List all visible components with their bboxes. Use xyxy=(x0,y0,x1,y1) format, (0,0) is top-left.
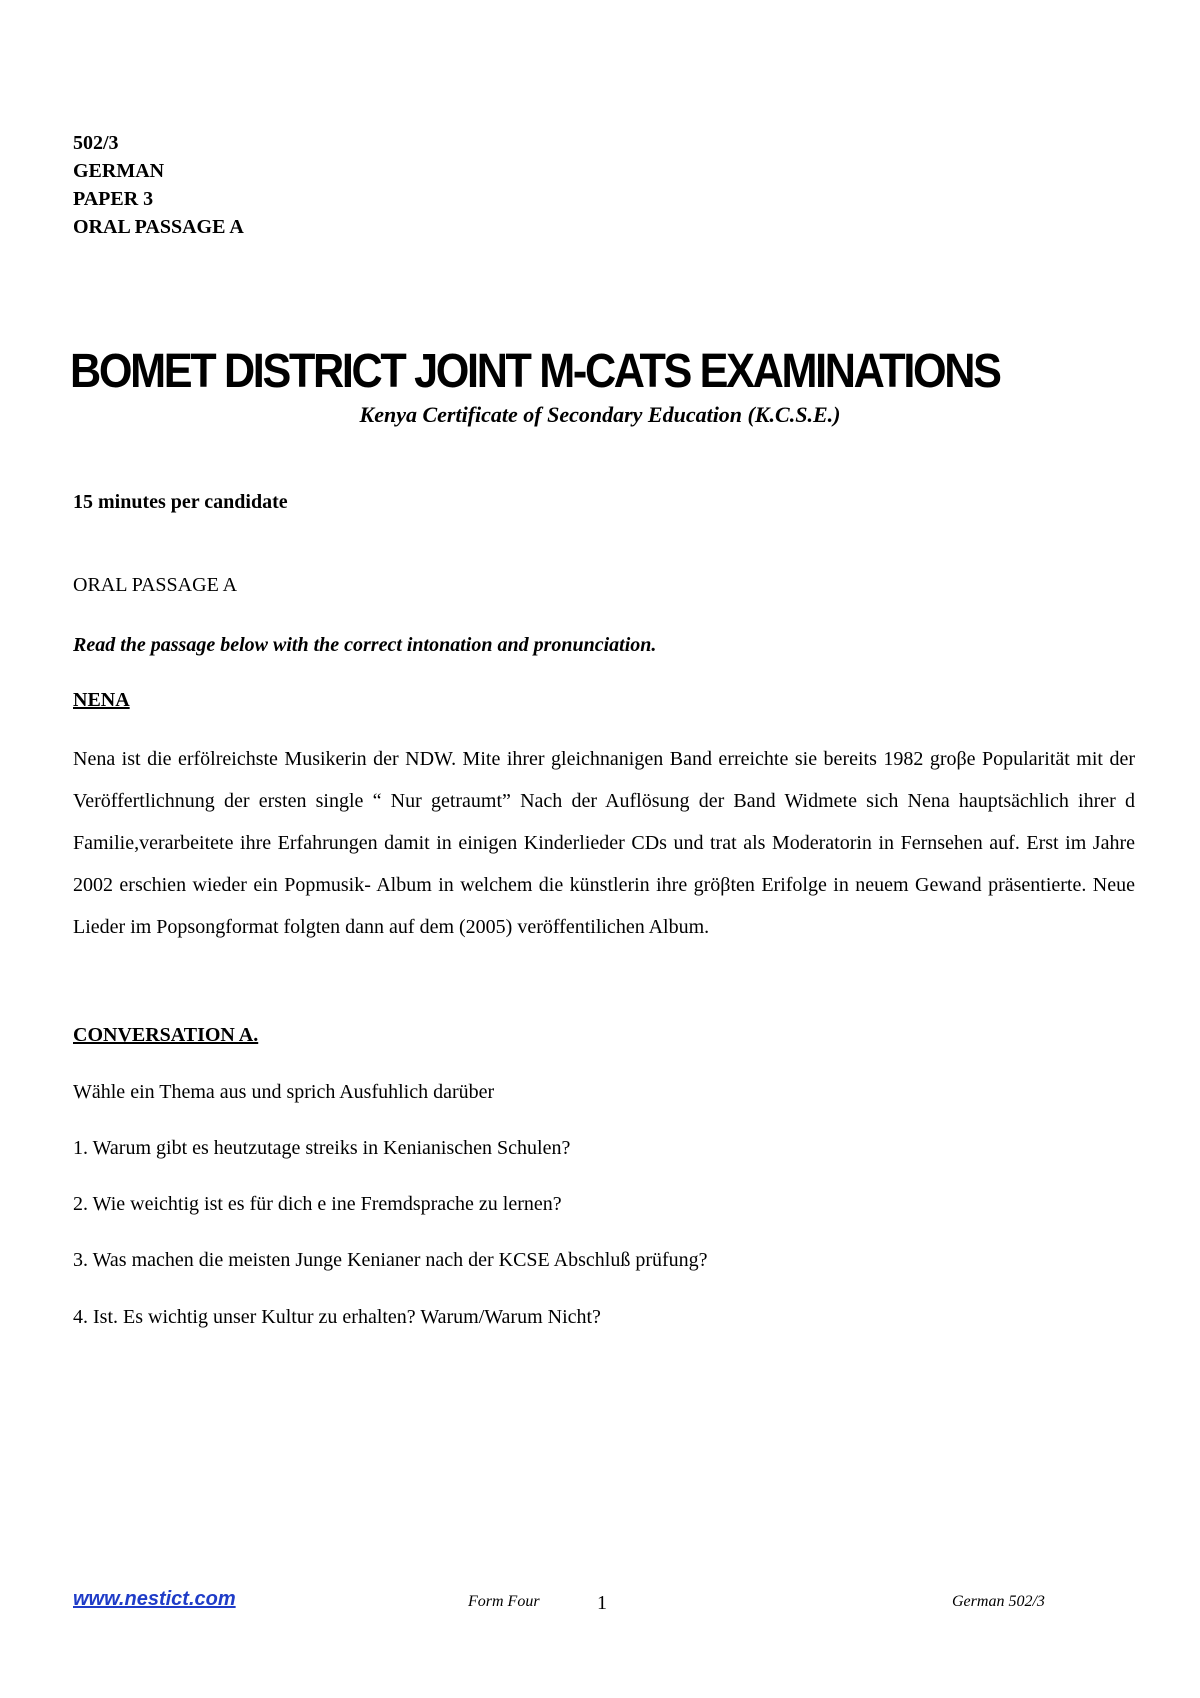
passage-title: NENA xyxy=(73,689,130,711)
footer-paper-code: German 502/3 xyxy=(952,1593,1045,1610)
paper-code: 502/3 xyxy=(73,132,119,154)
duration-note: 15 minutes per candidate xyxy=(73,491,288,513)
conversation-intro: Wähle ein Thema aus und sprich Ausfuhlich darüber xyxy=(73,1081,495,1103)
footer-form-label: Form Four xyxy=(468,1593,540,1610)
reading-instruction: Read the passage below with the correct intonation and pronunciation. xyxy=(73,634,657,656)
subject-name: GERMAN xyxy=(73,160,165,182)
exam-title: BOMET DISTRICT JOINT M-CATS EXAMINATIONS xyxy=(70,345,1000,398)
question-item: 3. Was machen die meisten Junge Kenianer nach der KCSE Abschluß prüfung? xyxy=(73,1249,708,1271)
conversation-heading: CONVERSATION A. xyxy=(73,1024,259,1046)
passage-text: Nena ist die erfölreichste Musikerin der NDW. Mite ihrer gleichnanigen Band erreichte sie bereits 1982 groβe Popularität mit der Veröffertlichnung der ersten single “ Nur getraumt” Nach der Auflösung der Band Widmete sich Nena hauptsächlich ihrer d Familie,verarbeitete ihre Erfahrungen damit in einigen Kinderlieder CDs und trat als Moderatorin in Fernsehen auf. Erst im Jahre 2002 erschien wieder ein Popmusik- Album in welchem die künstlerin ihre gröβten Erifolge in neuem Gewand präsentierte. Neue Lieder im Popsongformat folgten dann auf dem (2005) veröffentilichen Album. xyxy=(73,748,1135,938)
website-link[interactable]: www.nestict.com xyxy=(73,1588,236,1610)
exam-subtitle: Kenya Certificate of Secondary Education (K.C.S.E.) xyxy=(359,402,841,427)
page-number: 1 xyxy=(597,1592,607,1614)
question-item: 2. Wie weichtig ist es für dich e ine Fremdsprache zu lernen? xyxy=(73,1193,562,1215)
question-item: 1. Warum gibt es heutzutage streiks in Kenianischen Schulen? xyxy=(73,1137,571,1159)
paper-section: ORAL PASSAGE A xyxy=(73,216,244,238)
oral-heading: ORAL PASSAGE A xyxy=(73,574,238,596)
paper-number: PAPER 3 xyxy=(73,188,154,210)
question-item: 4. Ist. Es wichtig unser Kultur zu erhalten? Warum/Warum Nicht? xyxy=(73,1306,601,1328)
